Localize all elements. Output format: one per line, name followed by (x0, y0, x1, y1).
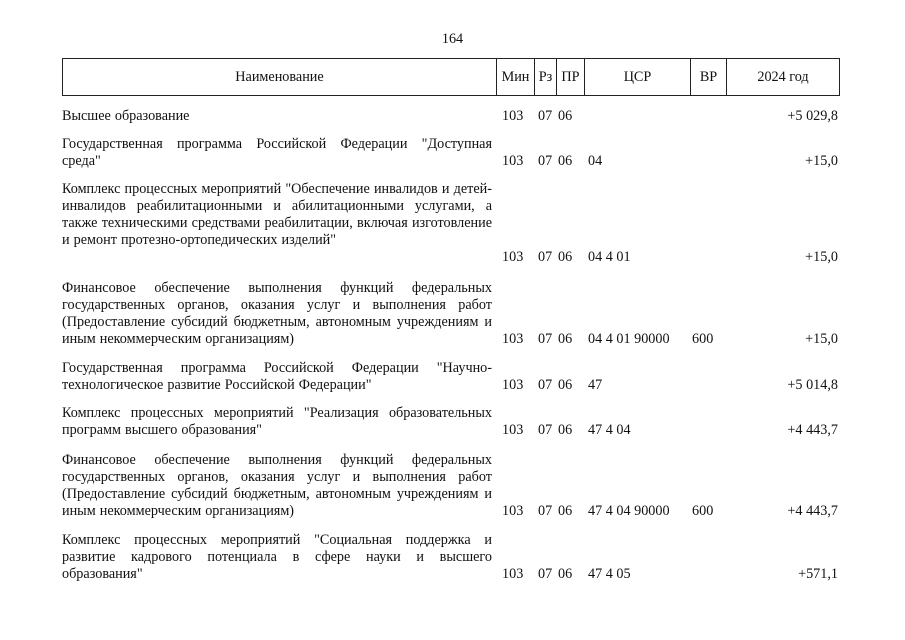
row-name: Высшее образование (62, 108, 190, 124)
row-amount: +15,0 (805, 153, 838, 169)
row-amount: +5 029,8 (787, 108, 838, 124)
row-csr: 04 (588, 153, 603, 169)
row-csr: 04 4 01 90000 (588, 331, 670, 347)
row-rz: 07 (538, 566, 553, 582)
row-csr: 04 4 01 (588, 249, 631, 265)
row-vr: 600 (692, 503, 714, 519)
row-pr: 06 (558, 108, 573, 124)
row-name: Государственная программа Российской Федерации "Научно-технологическое развитие Российской Федерации" (62, 360, 492, 393)
header-pr: ПР (556, 59, 584, 95)
row-name: Комплекс процессных мероприятий "Реализация образовательных программ высшего образования" (62, 405, 492, 438)
row-min: 103 (502, 331, 524, 347)
row-min: 103 (502, 377, 524, 393)
row-pr: 06 (558, 503, 573, 519)
header-rz: Рз (534, 59, 556, 95)
row-name: Государственная программа Российской Федерации "Доступная среда" (62, 136, 492, 169)
row-rz: 07 (538, 331, 553, 347)
table-header (62, 58, 840, 96)
row-amount: +4 443,7 (787, 503, 838, 519)
row-min: 103 (502, 503, 524, 519)
row-amount: +5 014,8 (787, 377, 838, 393)
header-csr: ЦСР (584, 59, 690, 95)
row-name: Финансовое обеспечение выполнения функций федеральных государственных органов, оказания услуг и выполнения работ (Предоставление субсидий бюджетным, автономным учреждениям и иным некоммерческим организациям) (62, 280, 492, 347)
row-pr: 06 (558, 422, 573, 438)
row-amount: +4 443,7 (787, 422, 838, 438)
row-min: 103 (502, 108, 524, 124)
row-name: Комплекс процессных мероприятий "Социальная поддержка и развитие кадрового потенциала в сфере науки и высшего образования" (62, 532, 492, 582)
header-vr: ВР (690, 59, 726, 95)
row-min: 103 (502, 249, 524, 265)
row-pr: 06 (558, 566, 573, 582)
row-rz: 07 (538, 249, 553, 265)
row-csr: 47 4 04 (588, 422, 631, 438)
header-year: 2024 год (726, 59, 840, 95)
row-rz: 07 (538, 153, 553, 169)
row-min: 103 (502, 153, 524, 169)
row-amount: +15,0 (805, 331, 838, 347)
row-amount: +571,1 (798, 566, 838, 582)
row-rz: 07 (538, 503, 553, 519)
row-amount: +15,0 (805, 249, 838, 265)
header-min: Мин (496, 59, 534, 95)
row-csr: 47 4 05 (588, 566, 631, 582)
row-pr: 06 (558, 153, 573, 169)
row-pr: 06 (558, 249, 573, 265)
row-rz: 07 (538, 108, 553, 124)
page-number: 164 (441, 31, 464, 47)
row-rz: 07 (538, 377, 553, 393)
row-csr: 47 4 04 90000 (588, 503, 670, 519)
row-csr: 47 (588, 377, 603, 393)
row-name: Комплекс процессных мероприятий "Обеспечение инвалидов и детей-инвалидов реабилитационными и абилитационными услугами, а также техническими средствами реабилитации, включая изготовление и ремонт протезно-ортопедических изделий" (62, 181, 492, 248)
row-min: 103 (502, 566, 524, 582)
row-pr: 06 (558, 331, 573, 347)
row-pr: 06 (558, 377, 573, 393)
row-vr: 600 (692, 331, 714, 347)
header-name: Наименование (62, 59, 496, 95)
row-rz: 07 (538, 422, 553, 438)
row-min: 103 (502, 422, 524, 438)
row-name: Финансовое обеспечение выполнения функций федеральных государственных органов, оказания услуг и выполнения работ (Предоставление субсидий бюджетным, автономным учреждениям и иным некоммерческим организациям) (62, 452, 492, 519)
